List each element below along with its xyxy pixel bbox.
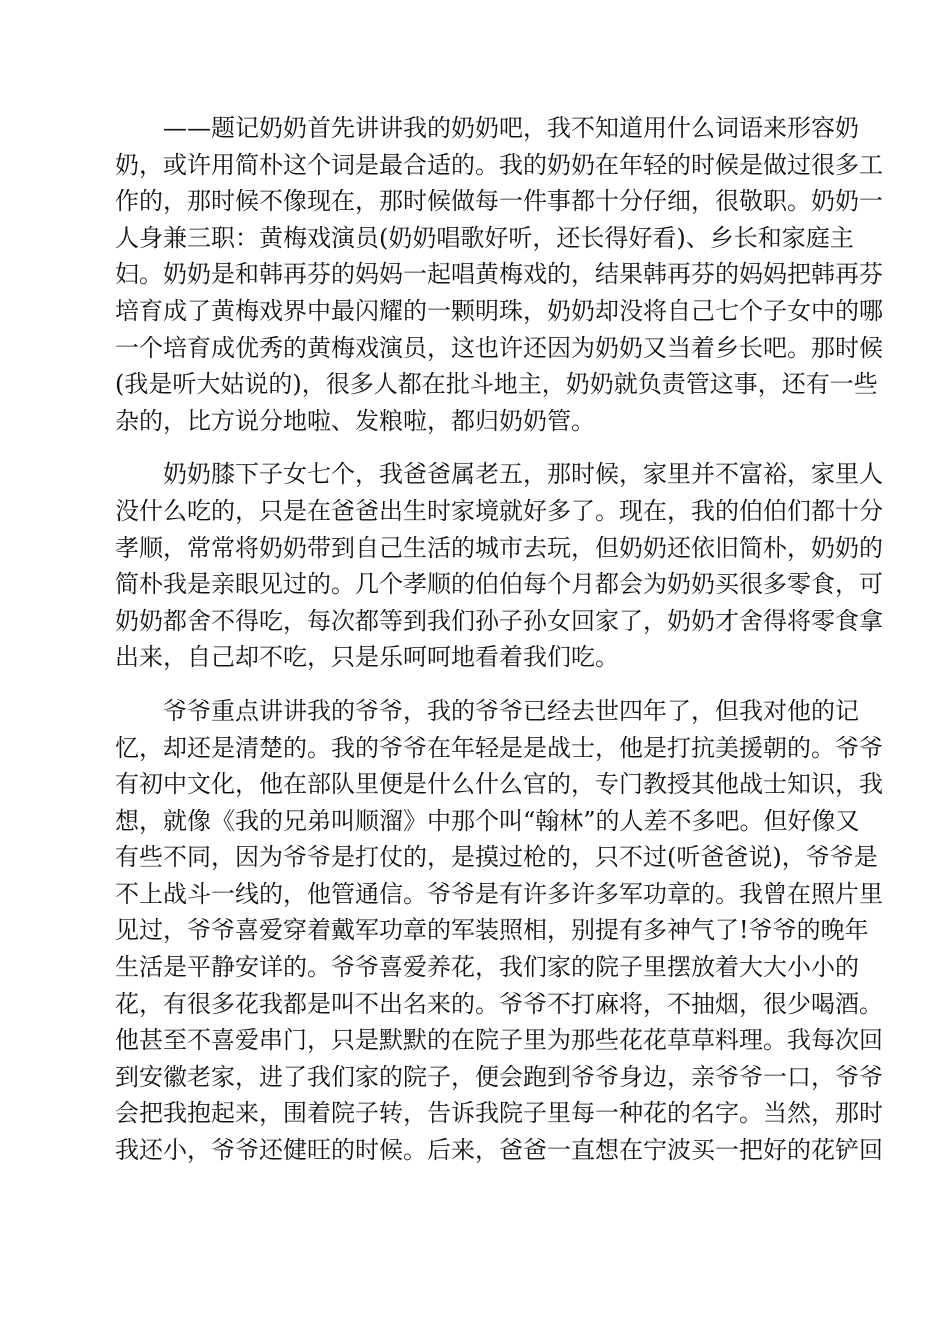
- text-line: 奶奶都舍不得吃，每次都等到我们孙子孙女回家了，奶奶才舍得将零食拿: [115, 606, 883, 635]
- text-line: (我是听大姑说的)，很多人都在批斗地主，奶奶就负责管这事，还有一些: [115, 370, 878, 399]
- text-line: 一个培育成优秀的黄梅戏演员，这也许还因为奶奶又当着乡长吧。那时候: [115, 333, 883, 362]
- text-line: 妇。奶奶是和韩再芬的妈妈一起唱黄梅戏的，结果韩再芬的妈妈把韩再芬: [115, 260, 883, 289]
- text-line: 杂的，比方说分地啦、发粮啦，都归奶奶管。: [115, 406, 595, 435]
- text-line: 见过，爷爷喜爱穿着戴军功章的军装照相，别提有多神气了!爷爷的晚年: [115, 916, 869, 945]
- text-line: 培育成了黄梅戏界中最闪耀的一颗明珠，奶奶却没将自己七个子女中的哪: [115, 296, 883, 325]
- text-line: 作的，那时候不像现在，那时候做每一件事都十分仔细，很敬职。奶奶一: [115, 187, 883, 216]
- text-line: 出来，自己却不吃，只是乐呵呵地看着我们吃。: [115, 643, 619, 672]
- text-line: 奶，或许用简朴这个词是最合适的。我的奶奶在年轻的时候是做过很多工: [115, 150, 883, 179]
- text-line: 没什么吃的，只是在爸爸出生时家境就好多了。现在，我的伯伯们都十分: [115, 496, 883, 525]
- text-line: 简朴我是亲眼见过的。几个孝顺的伯伯每个月都会为奶奶买很多零食，可: [115, 570, 883, 599]
- text-line: 不上战斗一线的，他管通信。爷爷是有许多许多军功章的。我曾在照片里: [115, 879, 883, 908]
- paragraph-grandmother-intro: [115, 110, 883, 439]
- text-line: 想，就像《我的兄弟叫顺溜》中那个叫“翰林”的人差不多吧。但好像又: [115, 806, 860, 835]
- text-line: 他甚至不喜爱串门，只是默默的在院子里为那些花花草草料理。我每次回: [115, 1026, 883, 1055]
- paragraph-grandmother-family: [115, 456, 883, 676]
- text-line: 奶奶膝下子女七个，我爸爸属老五，那时候，家里并不富裕，家里人: [163, 460, 883, 489]
- text-line: 孝顺，常常将奶奶带到自己生活的城市去玩，但奶奶还依旧简朴，奶奶的: [115, 533, 883, 562]
- text-line: 有些不同，因为爷爷是打仗的，是摸过枪的，只不过(听爸爸说)，爷爷是: [115, 843, 878, 872]
- text-line: 我还小，爷爷还健旺的时候。后来，爸爸一直想在宁波买一把好的花铲回: [115, 1136, 883, 1165]
- text-line: 爷爷重点讲讲我的爷爷，我的爷爷已经去世四年了，但我对他的记: [163, 696, 859, 725]
- text-line: 到安徽老家，进了我们家的院子，便会跑到爷爷身边，亲爷爷一口，爷爷: [115, 1062, 883, 1091]
- text-line: 有初中文化，他在部队里便是什么什么官的，专门教授其他战士知识，我: [115, 770, 883, 799]
- text-line: 会把我抱起来，围着院子转，告诉我院子里每一种花的名字。当然，那时: [115, 1099, 883, 1128]
- text-line: 生活是平静安详的。爷爷喜爱养花，我们家的院子里摆放着大大小小的: [115, 953, 859, 982]
- paragraph-grandfather: [115, 693, 883, 1169]
- text-line: ——题记奶奶首先讲讲我的奶奶吧，我不知道用什么词语来形容奶: [163, 114, 859, 142]
- text-line: 忆，却还是清楚的。我的爷爷在年轻是是战士，他是打抗美援朝的。爷爷: [115, 733, 883, 762]
- document-body: [115, 110, 883, 1186]
- text-line: 人身兼三职：黄梅戏演员(奶奶唱歌好听，还长得好看)、乡长和家庭主: [115, 223, 854, 252]
- text-line: 花，有很多花我都是叫不出名来的。爷爷不打麻将，不抽烟，很少喝酒。: [115, 989, 883, 1018]
